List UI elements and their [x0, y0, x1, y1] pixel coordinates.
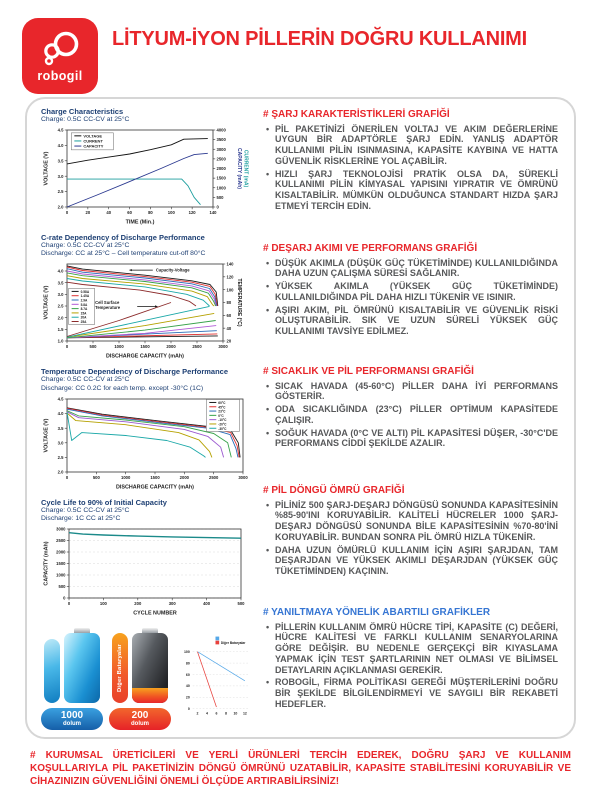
bullet-item: • YÜKSEK AKIMLA (YÜKSEK GÜÇ TÜKETİMİNDE) KULLANILDIĞINDA PİL DAHA HIZLI TÜKENİR VE ISINIR. [275, 281, 558, 303]
svg-text:3.0: 3.0 [57, 292, 64, 298]
svg-text:0.58A: 0.58A [80, 290, 90, 295]
svg-text:3000: 3000 [218, 344, 228, 350]
svg-text:VOLTAGE (V): VOLTAGE (V) [43, 286, 50, 320]
svg-text:2.9A: 2.9A [80, 298, 88, 303]
svg-text:CURRENT: CURRENT [83, 138, 103, 144]
battery-bad-group [109, 625, 171, 730]
bullet-list [263, 124, 558, 212]
chart-cycle-life [41, 498, 253, 617]
svg-text:0: 0 [65, 210, 69, 216]
svg-text:2000: 2000 [56, 549, 66, 555]
svg-text:CURRENT (mA): CURRENT (mA) [242, 150, 249, 188]
bullet-item: • ODA SICAKLIĞINDA (23°C) PİLLER OPTİMUM KAPASİTEDE ÇALIŞIR. [275, 404, 558, 426]
svg-text:1500: 1500 [56, 561, 66, 567]
badge-200-cycles [109, 708, 171, 730]
battery-bad [132, 633, 168, 703]
badge-unit: dolum [131, 721, 149, 728]
chart-title: Cycle Life to 90% of Initial Capacity [41, 497, 167, 507]
chart-subtitle: Charge: 0.5C CC-CV at 25°C [41, 506, 130, 514]
section-title: # YANILTMAYA YÖNELİK ABARTILI GRAFİKLER [263, 607, 491, 618]
svg-text:4.0: 4.0 [57, 143, 64, 149]
svg-text:0: 0 [65, 474, 69, 480]
svg-text:15A: 15A [80, 311, 87, 316]
svg-text:CYCLE NUMBER: CYCLE NUMBER [133, 610, 177, 617]
svg-text:140: 140 [209, 210, 217, 216]
section-title: # DEŞARJ AKIMI VE PERFORMANS GRAFİĞİ [263, 243, 478, 254]
svg-text:VOLTAGE (V): VOLTAGE (V) [43, 151, 50, 186]
svg-text:20: 20 [226, 339, 232, 345]
bullet-item: • PİLİNİZ 500 ŞARJ-DEŞARJ DÖNGÜSÜ SONUNDA KAPASİTESİNİN %85-90'INI KORUYABİLİR. KALİTELİ HÜCRELER 1000 ŞARJ-DEŞARJ DÖNGÜSÜ SONUNDA BİLE KAPASİTESİNİN %70-80'İNİ KORUYABİLİR. BUNDAN SONRA PİL ÖMRÜ HIZLA TÜKENİR. [275, 500, 558, 543]
battery-good [64, 633, 100, 703]
svg-text:CAPACITY (mAh): CAPACITY (mAh) [43, 541, 50, 586]
bullet-list [263, 500, 558, 578]
svg-text:1500: 1500 [140, 344, 150, 350]
bullet-list [263, 622, 558, 710]
robogil-logo-icon [38, 30, 82, 68]
bullet-item: • SICAK HAVADA (45-60°C) PİLLER DAHA İYİ PERFORMANS GÖSTERİR. [275, 381, 558, 403]
svg-text:20: 20 [85, 210, 91, 216]
svg-text:2000: 2000 [179, 474, 189, 480]
svg-text:45°C: 45°C [218, 405, 226, 410]
svg-text:1500: 1500 [150, 474, 160, 480]
svg-text:140: 140 [226, 262, 234, 268]
svg-text:3000: 3000 [56, 526, 66, 532]
chart-subtitle: Discharge: 1C CC at 25°C [41, 514, 121, 522]
svg-text:0°C: 0°C [218, 413, 224, 418]
svg-text:DISCHARGE CAPACITY (mAh): DISCHARGE CAPACITY (mAh) [116, 484, 194, 491]
battery-comparison-mini-chart [181, 625, 253, 727]
svg-text:80: 80 [185, 661, 190, 666]
chart-charge-characteristics [41, 107, 253, 226]
battery-bad-graphic [112, 625, 168, 703]
svg-text:3500: 3500 [216, 137, 226, 143]
svg-text:2500: 2500 [56, 538, 66, 544]
section-temperature-performance [263, 366, 558, 485]
chart-subtitle: Charge: 0.5C CC-CV at 25°C [41, 376, 130, 384]
svg-text:200: 200 [134, 601, 142, 607]
svg-text:25A: 25A [80, 320, 87, 325]
svg-text:2000: 2000 [216, 166, 226, 172]
badge-value: 200 [131, 710, 149, 722]
chart-temperature-discharge [41, 367, 253, 490]
other-batteries-tag [112, 633, 128, 703]
svg-text:3000: 3000 [216, 147, 226, 153]
bullet-item: • AŞIRI AKIM, PİL ÖMRÜNÜ KISALTABİLİR VE GÜVENLİK RİSKİ OLUŞTURABİLİR. SIK VE UZUN SÜRELİ YÜKSEK GÜÇ KULLANIMI TAVSİYE EDİLMEZ. [275, 305, 558, 337]
svg-text:20A: 20A [80, 316, 87, 321]
svg-text:40: 40 [185, 684, 190, 689]
svg-text:1000: 1000 [121, 474, 131, 480]
footer-note: # KURUMSAL ÜRETİCİLERİ VE YERLİ ÜRÜNLERİ TERCİH EDEREK, DOĞRU ŞARJ VE KULLANIM KOŞULLARIYLA PİL PAKETİNİZİN DÖNGÜ ÖMRÜNÜ UZATABİLİR, KAPASİTE STABİLİTESİNİ KORUYABİLİR VE CİHAZINIZIN GÜVENLİĞİNİ ÖNEMLİ ÖLÇÜDE ARTIRABİLİRSİNİZ! [30, 750, 571, 787]
bullet-item: • PİLLERİN KULLANIM ÖMRÜ HÜCRE TİPİ, KAPASİTE (C) DEĞERİ, HÜCRE KALİTESİ VE FARKLI KULLANIM SENARYOLARINA GÖRE DEĞİŞİR. BU NEDENLE GERÇEKÇİ BİR KIYASLAMA YAPMAK İÇİN TEST ŞARTLARININ NET OLMASI VE BİLİMSEL DETAYLARIN AÇIKLANMASI GEREKİR. [275, 622, 558, 676]
section-discharge-performance [263, 243, 558, 366]
chart-subtitle: Charge: 0.5C CC-CV at 25°C [41, 242, 130, 250]
svg-text:Capacity-Voltage: Capacity-Voltage [155, 268, 190, 274]
svg-text:-30°C: -30°C [218, 426, 227, 431]
battery-good-graphic [44, 625, 100, 703]
svg-text:CAPACITY (mAh): CAPACITY (mAh) [236, 148, 242, 190]
bullet-list [263, 381, 558, 450]
svg-text:100: 100 [99, 601, 107, 607]
chart-subtitle: Discharge: CC at 25°C – Cell temperature cut-off 80°C [41, 250, 206, 258]
svg-text:3.0: 3.0 [57, 440, 64, 446]
svg-text:2.0: 2.0 [57, 315, 64, 321]
svg-text:20: 20 [185, 695, 190, 700]
page-title: LİTYUM-İYON PİLLERİN DOĞRU KULLANIMI [112, 28, 527, 50]
svg-text:6: 6 [215, 711, 218, 716]
svg-text:60: 60 [185, 672, 190, 677]
svg-text:10: 10 [233, 711, 238, 716]
chart-title: Charge Characteristics [41, 107, 124, 116]
svg-text:5.8A: 5.8A [80, 303, 88, 308]
logo-text: robogil [37, 68, 83, 83]
svg-text:400: 400 [203, 601, 211, 607]
svg-text:4000: 4000 [216, 127, 226, 133]
battery-good-pill [44, 639, 60, 703]
svg-text:0: 0 [187, 707, 190, 712]
bullet-item: • DAHA UZUN ÖMÜRLÜ KULLANIM İÇİN AŞIRI ŞARJDAN, TAM DEŞARJDAN VE YÜKSEK AKIMLI DEŞARJDAN (YÜKSEK GÜÇ TÜKETİMİNDEN) KAÇININ. [275, 545, 558, 577]
svg-text:120: 120 [226, 274, 234, 280]
svg-text:2.5: 2.5 [57, 189, 64, 195]
svg-text:500: 500 [237, 601, 245, 607]
svg-text:100: 100 [167, 210, 175, 216]
charts-column [37, 107, 253, 729]
bullet-item: • DÜŞÜK AKIMLA (DÜŞÜK GÜÇ TÜKETİMİNDE) KULLANILDIĞINDA DAHA UZUN ÇALIŞMA SÜRESİ SAĞLANIR. [275, 258, 558, 280]
svg-text:Cell Surface: Cell Surface [95, 300, 120, 306]
badge-unit: dolum [63, 721, 81, 728]
text-column [253, 107, 564, 729]
svg-text:100: 100 [183, 650, 190, 655]
svg-text:300: 300 [168, 601, 176, 607]
svg-text:2.5: 2.5 [57, 304, 64, 310]
logo [22, 18, 98, 94]
svg-text:2000: 2000 [166, 344, 176, 350]
svg-text:3000: 3000 [238, 474, 248, 480]
svg-text:Diğer Bataryalar: Diğer Bataryalar [220, 641, 246, 646]
chart-subtitle: Charge: 0.5C CC-CV at 25°C [41, 116, 130, 123]
svg-text:0: 0 [216, 204, 219, 210]
svg-text:12: 12 [242, 711, 247, 716]
svg-text:120: 120 [188, 210, 196, 216]
svg-text:40: 40 [106, 210, 112, 216]
svg-text:500: 500 [89, 344, 97, 350]
svg-text:60°C: 60°C [218, 400, 226, 405]
svg-text:1000: 1000 [56, 572, 66, 578]
svg-text:2.0: 2.0 [57, 469, 64, 475]
section-misleading-charts [263, 607, 558, 710]
bullet-item: • ROBOGİL, FİRMA POLİTİKASI GEREĞİ MÜŞTERİLERİNİ DOĞRU BİR ŞEKİLDE BİLGİLENDİRMEYİ VE SAYGILI BİR REKABETİ HEDEFLER. [275, 677, 558, 709]
svg-text:1000: 1000 [216, 185, 226, 191]
svg-text:TEMPERATURE (°C): TEMPERATURE (°C) [236, 278, 242, 327]
svg-text:-10°C: -10°C [218, 417, 227, 422]
svg-text:4.5: 4.5 [57, 127, 64, 133]
battery-illustration [41, 625, 253, 730]
svg-text:2.0: 2.0 [57, 204, 64, 210]
badge-1000-cycles [41, 708, 103, 730]
badge-value: 1000 [60, 710, 84, 722]
svg-text:-20°C: -20°C [218, 422, 227, 427]
svg-text:VOLTAGE (V): VOLTAGE (V) [43, 418, 50, 453]
svg-text:2500: 2500 [216, 156, 226, 162]
svg-text:60: 60 [127, 210, 132, 216]
svg-text:500: 500 [58, 584, 66, 590]
chart-title: C-rate Dependency of Discharge Performance [41, 233, 205, 243]
bullet-list [263, 258, 558, 338]
svg-text:80: 80 [226, 300, 232, 306]
chart-title: Temperature Dependency of Discharge Performance [41, 367, 229, 377]
svg-text:4: 4 [205, 711, 208, 716]
svg-text:80: 80 [148, 210, 153, 216]
svg-text:2500: 2500 [192, 344, 202, 350]
svg-text:CAPACITY: CAPACITY [83, 143, 104, 149]
temperature-discharge-plot [41, 395, 249, 491]
svg-text:4.0: 4.0 [57, 269, 64, 275]
cycle-life-plot [41, 525, 249, 617]
other-batteries-label: Diğer Bataryalar [117, 644, 123, 693]
svg-text:Temperature: Temperature [95, 305, 121, 311]
content-card [25, 97, 576, 739]
section-charge-characteristics [263, 109, 558, 243]
svg-text:1.5: 1.5 [57, 327, 64, 333]
svg-text:3.5: 3.5 [57, 425, 64, 431]
svg-text:4.5: 4.5 [57, 396, 64, 402]
crate-discharge-plot [41, 260, 249, 360]
svg-text:3.0: 3.0 [57, 173, 64, 179]
section-title: # ŞARJ KARAKTERİSTİKLERİ GRAFİĞİ [263, 109, 450, 120]
svg-text:0: 0 [67, 601, 71, 607]
svg-text:2.5: 2.5 [57, 454, 64, 460]
svg-text:500: 500 [92, 474, 100, 480]
section-title: # PİL DÖNGÜ ÖMRÜ GRAFİĞİ [263, 485, 405, 496]
svg-text:1.0: 1.0 [57, 339, 64, 345]
svg-text:8: 8 [224, 711, 227, 716]
svg-text:1.45A: 1.45A [80, 294, 90, 299]
battery-low-fill [132, 688, 168, 703]
svg-text:TIME (Min.): TIME (Min.) [125, 219, 155, 226]
battery-body [64, 633, 100, 703]
svg-text:60: 60 [226, 313, 232, 319]
chart-crate-discharge [41, 233, 253, 360]
svg-text:23°C: 23°C [218, 409, 226, 414]
section-title: # SICAKLIK VE PİL PERFORMANSI GRAFİĞİ [263, 366, 474, 377]
svg-text:4.0: 4.0 [57, 410, 64, 416]
svg-text:2500: 2500 [209, 474, 219, 480]
svg-text:3.5: 3.5 [57, 158, 64, 164]
svg-text:500: 500 [216, 195, 224, 201]
battery-good-group [41, 625, 103, 730]
svg-text:0: 0 [65, 344, 69, 350]
svg-text:1000: 1000 [114, 344, 124, 350]
battery-body [132, 633, 168, 703]
svg-text:8.7A: 8.7A [80, 307, 88, 312]
svg-text:1500: 1500 [216, 175, 226, 181]
section-cycle-life [263, 485, 558, 607]
svg-text:3.5: 3.5 [57, 280, 64, 286]
charge-characteristics-plot [41, 126, 249, 226]
chart-subtitle: Discharge: CC 0.2C for each temp. except -30°C (1C) [41, 384, 204, 392]
svg-text:VOLTAGE: VOLTAGE [83, 133, 103, 139]
svg-text:100: 100 [226, 287, 234, 293]
bullet-item: • PİL PAKETİNİZİ ÖNERİLEN VOLTAJ VE AKIM DEĞERLERİNE UYGUN BİR ADAPTÖRLE ŞARJ EDİN. YANLIŞ ADAPTÖR KULLANIMI PİLİN ISINMASINA, KAPASİTE KAYBINA VE HATTA GÜVENLİK RİSKLERİNE YOL AÇABİLİR. [275, 124, 558, 167]
svg-text:2: 2 [196, 711, 199, 716]
bullet-item: • SOĞUK HAVADA (0°C VE ALTI) PİL KAPASİTESİ DÜŞER, -30°C'DE PERFORMANS CİDDİ ŞEKİLDE AZALIR. [275, 428, 558, 450]
bullet-item: • HIZLI ŞARJ TEKNOLOJİSİ PRATİK OLSA DA, SÜREKLİ KULLANIMI PİLİN KİMYASAL YAPISINI YIPRATIR VE ÖMRÜNÜ KISALTABİLİR. MÜMKÜN OLDUĞUNCA STANDART HIZDA ŞARJ ETMEYİ TERCİH EDİN. [275, 169, 558, 212]
svg-text:0: 0 [63, 595, 66, 601]
svg-text:40: 40 [226, 326, 232, 332]
svg-text:DISCHARGE CAPACITY (mAh): DISCHARGE CAPACITY (mAh) [106, 353, 184, 360]
